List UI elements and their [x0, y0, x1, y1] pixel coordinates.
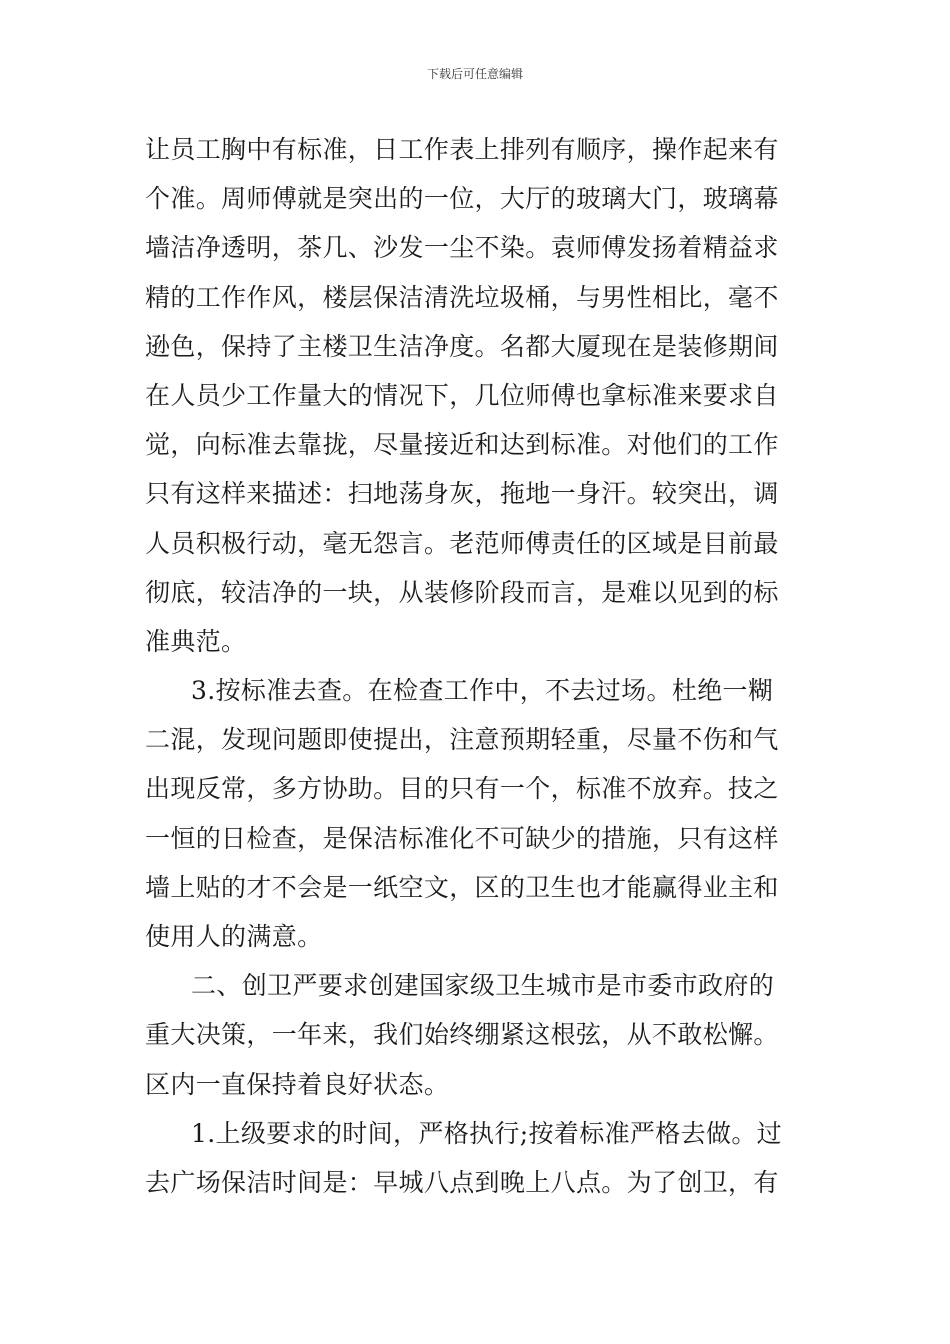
text-line: 墙洁净透明，茶几、沙发一尘不染。袁师傅发扬着精益求 — [145, 233, 779, 263]
text-line: 觉，向标准去靠拢，尽量接近和达到标准。对他们的工作 — [145, 430, 779, 460]
paragraph-start-line: 3.按标准去查。在检查工作中，不去过场。杜绝一糊 — [191, 676, 774, 706]
text-line: 在人员少工作量大的情况下，几位师傅也拿标准来要求自 — [145, 380, 779, 410]
page-header: 下载后可任意编辑 — [426, 67, 523, 81]
text-line: 一恒的日检查，是保洁标准化不可缺少的措施，只有这样 — [145, 823, 779, 853]
text-line: 去广场保洁时间是：早城八点到晚上八点。为了创卫，有 — [145, 1167, 779, 1197]
text-line: 只有这样来描述：扫地荡身灰，拖地一身汗。较突出，调 — [145, 479, 779, 509]
text-line: 重大决策，一年来，我们始终绷紧这根弦，从不敢松懈。 — [145, 1020, 779, 1050]
text-line: 彻底，较洁净的一块，从装修阶段而言，是难以见到的标 — [145, 577, 779, 607]
paragraph-start-line: 1.上级要求的时间，严格执行;按着标准严格去做。过 — [191, 1118, 783, 1148]
text-line: 个准。周师傅就是突出的一位，大厅的玻璃大门，玻璃幕 — [145, 184, 779, 214]
paragraph-start-line: 二、创卫严要求创建国家级卫生城市是市委市政府的 — [191, 971, 775, 1001]
text-line: 使用人的满意。 — [145, 922, 323, 951]
text-line: 二混，发现问题即使提出，注意预期轻重，尽量不伤和气 — [145, 725, 779, 755]
text-line: 逊色，保持了主楼卫生洁净度。名都大厦现在是装修期间 — [145, 331, 779, 361]
text-line: 人员积极行动，毫无怨言。老范师傅责任的区域是目前最 — [145, 528, 779, 558]
text-line: 出现反常，多方协助。目的只有一个，标准不放弃。技之 — [145, 774, 779, 804]
text-line: 精的工作作风，楼层保洁清洗垃圾桶，与男性相比，毫不 — [145, 282, 779, 312]
document-body — [145, 125, 810, 1207]
text-line: 区内一直保持着良好状态。 — [145, 1069, 450, 1099]
text-line: 让员工胸中有标准，日工作表上排列有顺序，操作起来有 — [145, 135, 779, 164]
text-line: 墙上贴的才不会是一纸空文，区的卫生也才能赢得业主和 — [145, 872, 779, 902]
text-line: 准典范。 — [145, 626, 247, 656]
